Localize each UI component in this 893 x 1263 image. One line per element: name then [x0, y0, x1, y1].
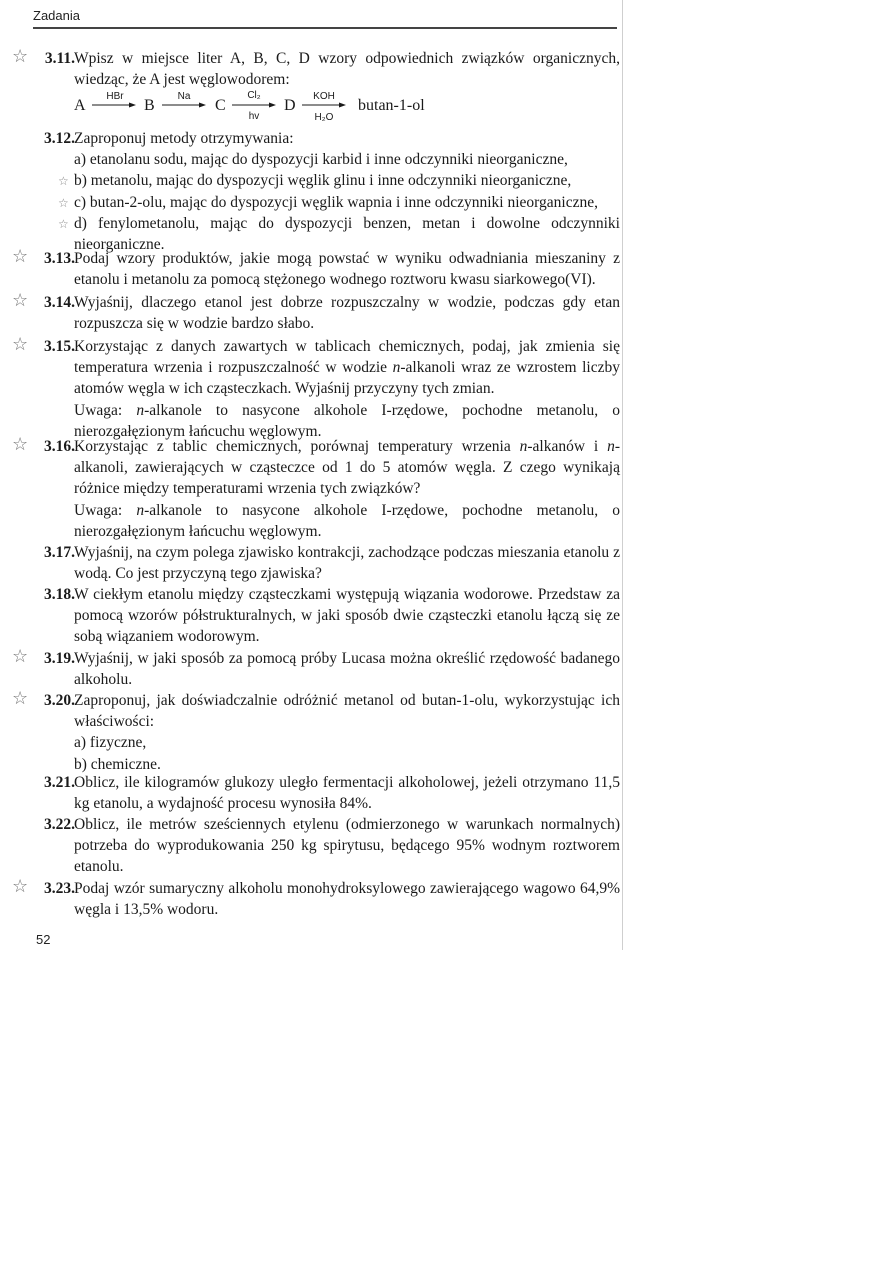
problem-3-16	[0, 436, 620, 542]
problem-number: 3.15.	[44, 338, 75, 355]
problem-number: 3.17.	[44, 544, 75, 561]
problem-number: 3.13.	[44, 250, 75, 267]
arrow3-condition: hv	[248, 111, 260, 122]
star-icon: ☆	[12, 646, 29, 667]
arrow1-reagent: HBr	[106, 91, 124, 102]
star-icon: ☆	[58, 216, 69, 231]
problem-text: Zaproponuj metody otrzymywania:	[74, 130, 294, 147]
scheme-A: A	[74, 97, 86, 114]
scheme-D: D	[284, 97, 296, 114]
problem-text: Oblicz, ile metrów sześciennych etylenu (odmierzonego w warunkach normalnych) potrzeba do wyprodukowania 250 kg spirytusu, będącego 95% wodnym roztworem etanolu.	[74, 816, 620, 876]
header-rule	[33, 27, 617, 29]
star-icon: ☆	[12, 290, 29, 311]
problem-text: W ciekłym etanolu między cząsteczkami występują wiązania wodorowe. Przedstaw za pomocą wzorów półstrukturalnych, w jaki sposób dwie cząsteczki etanolu łączą się ze sobą wiązaniem wodorowym.	[74, 586, 620, 646]
problem-number: 3.18.	[44, 586, 75, 603]
problem-text: Wpisz w miejsce liter A, B, C, D wzory odpowiednich związków organicznych, wiedząc, że A jest węglowodorem:	[74, 50, 620, 89]
problem-text: Zaproponuj, jak doświadczalnie odróżnić metanol od butan-1-olu, wykorzystując ich właściwości:	[74, 692, 620, 731]
problem-3-22	[0, 814, 620, 878]
problem-text: Wyjaśnij, dlaczego etanol jest dobrze rozpuszczalny w wodzie, podczas gdy etan rozpuszcza się w wodzie bardzo słabo.	[74, 294, 620, 333]
problem-number: 3.22.	[44, 816, 75, 833]
problem-note: Uwaga: n-alkanole to nasycone alkohole I-rzędowe, pochodne metanolu, o nierozgałęzionym łańcuchu węglowym.	[74, 401, 621, 440]
problem-3-20	[0, 690, 620, 775]
reaction-scheme	[74, 88, 474, 128]
arrow2-reagent: Na	[177, 91, 191, 102]
star-icon: ☆	[12, 246, 29, 267]
scheme-product: butan-1-ol	[358, 97, 425, 114]
problem-number: 3.19.	[44, 650, 75, 667]
problem-3-12	[0, 128, 620, 255]
star-icon: ☆	[12, 46, 29, 67]
arrow4-reagent: KOH	[313, 91, 335, 102]
subitem-c: ☆ c) butan-2-olu, mając do dyspozycji węglik wapnia i inne odczynniki nieorganiczne,	[74, 192, 620, 213]
arrow4-condition: H₂O	[314, 112, 334, 123]
problem-3-15	[0, 336, 620, 442]
subitem-a: a) fizyczne,	[74, 734, 147, 752]
problem-number: 3.11.	[44, 50, 75, 67]
problem-3-18	[0, 584, 620, 648]
subitem-a: a) etanolanu sodu, mając do dyspozycji karbid i inne odczynniki nieorganiczne,	[74, 151, 568, 169]
problem-number: 3.14.	[44, 294, 75, 311]
star-icon: ☆	[12, 334, 29, 355]
star-icon: ☆	[12, 876, 29, 897]
problem-3-19	[0, 648, 620, 690]
section-header: Zadania	[33, 8, 80, 23]
reaction-scheme-svg	[74, 88, 474, 128]
problem-number: 3.20.	[44, 692, 75, 709]
problem-note: Uwaga: n-alkanole to nasycone alkohole I-rzędowe, pochodne metanolu, o nierozgałęzionym łańcuchu węglowym.	[74, 501, 621, 540]
arrow3-reagent: Cl₂	[247, 90, 261, 101]
scheme-C: C	[215, 97, 226, 114]
problem-3-23	[0, 878, 620, 920]
subitem-d: ☆ d) fenylometanolu, mając do dyspozycji benzen, metan i dowolne odczynniki nieorganiczne.	[58, 214, 620, 254]
problem-text: Podaj wzór sumaryczny alkoholu monohydroksylowego zawierającego wagowo 64,9% węgla i 13,5% wodoru.	[74, 880, 620, 919]
problem-3-13	[0, 248, 620, 290]
problem-text: Oblicz, ile kilogramów glukozy uległo fermentacji alkoholowej, jeżeli otrzymano 11,5 kg etanolu, a wydajność procesu wynosiła 84%.	[74, 774, 620, 813]
star-icon: ☆	[12, 434, 29, 455]
problem-text: Wyjaśnij, na czym polega zjawisko kontrakcji, zachodzące podczas mieszania etanolu z wodą. Co jest przyczyną tego zjawiska?	[74, 544, 620, 583]
subitem-b: ☆ b) metanolu, mając do dyspozycji węglik glinu i inne odczynniki nieorganiczne,	[74, 170, 620, 191]
page-number: 52	[36, 932, 51, 947]
page-edge	[622, 0, 623, 950]
problem-number: 3.16.	[44, 438, 75, 455]
problem-text: Wyjaśnij, w jaki sposób za pomocą próby Lucasa można określić rzędowość badanego alkoholu.	[74, 650, 620, 689]
star-icon: ☆	[12, 688, 29, 709]
scheme-B: B	[144, 97, 155, 114]
problem-number: 3.12.	[44, 130, 75, 147]
subitem-b: b) chemiczne.	[74, 755, 161, 773]
star-icon: ☆	[58, 174, 69, 189]
problem-3-14	[0, 292, 620, 334]
star-icon: ☆	[58, 195, 69, 210]
problem-text: Podaj wzory produktów, jakie mogą powstać w wyniku odwadniania mieszaniny z etanolu i metanolu za pomocą stężonego wodnego roztworu kwasu siarkowego(VI).	[74, 250, 620, 289]
problem-number: 3.21.	[44, 774, 75, 791]
problem-text: Korzystając z tablic chemicznych, porównaj temperatury wrzenia n-alkanów i n-alkanoli, zawierających w cząsteczce od 1 do 5 atomów węgla. Z czego wynikają różnice między temperaturami wrzenia tych związków?	[74, 438, 621, 498]
problem-3-11	[0, 48, 620, 90]
problem-text: Korzystając z danych zawartych w tablicach chemicznych, podaj, jak zmienia się temperatura wrzenia i rozpuszczalność w wodzie n-alkanoli wraz ze wzrostem liczby atomów węgla w ich cząsteczkach. Wyjaśnij przyczyny tych zmian.	[74, 338, 620, 398]
problem-3-17	[0, 542, 620, 584]
problem-3-21	[0, 772, 620, 814]
problem-number: 3.23.	[44, 880, 75, 897]
